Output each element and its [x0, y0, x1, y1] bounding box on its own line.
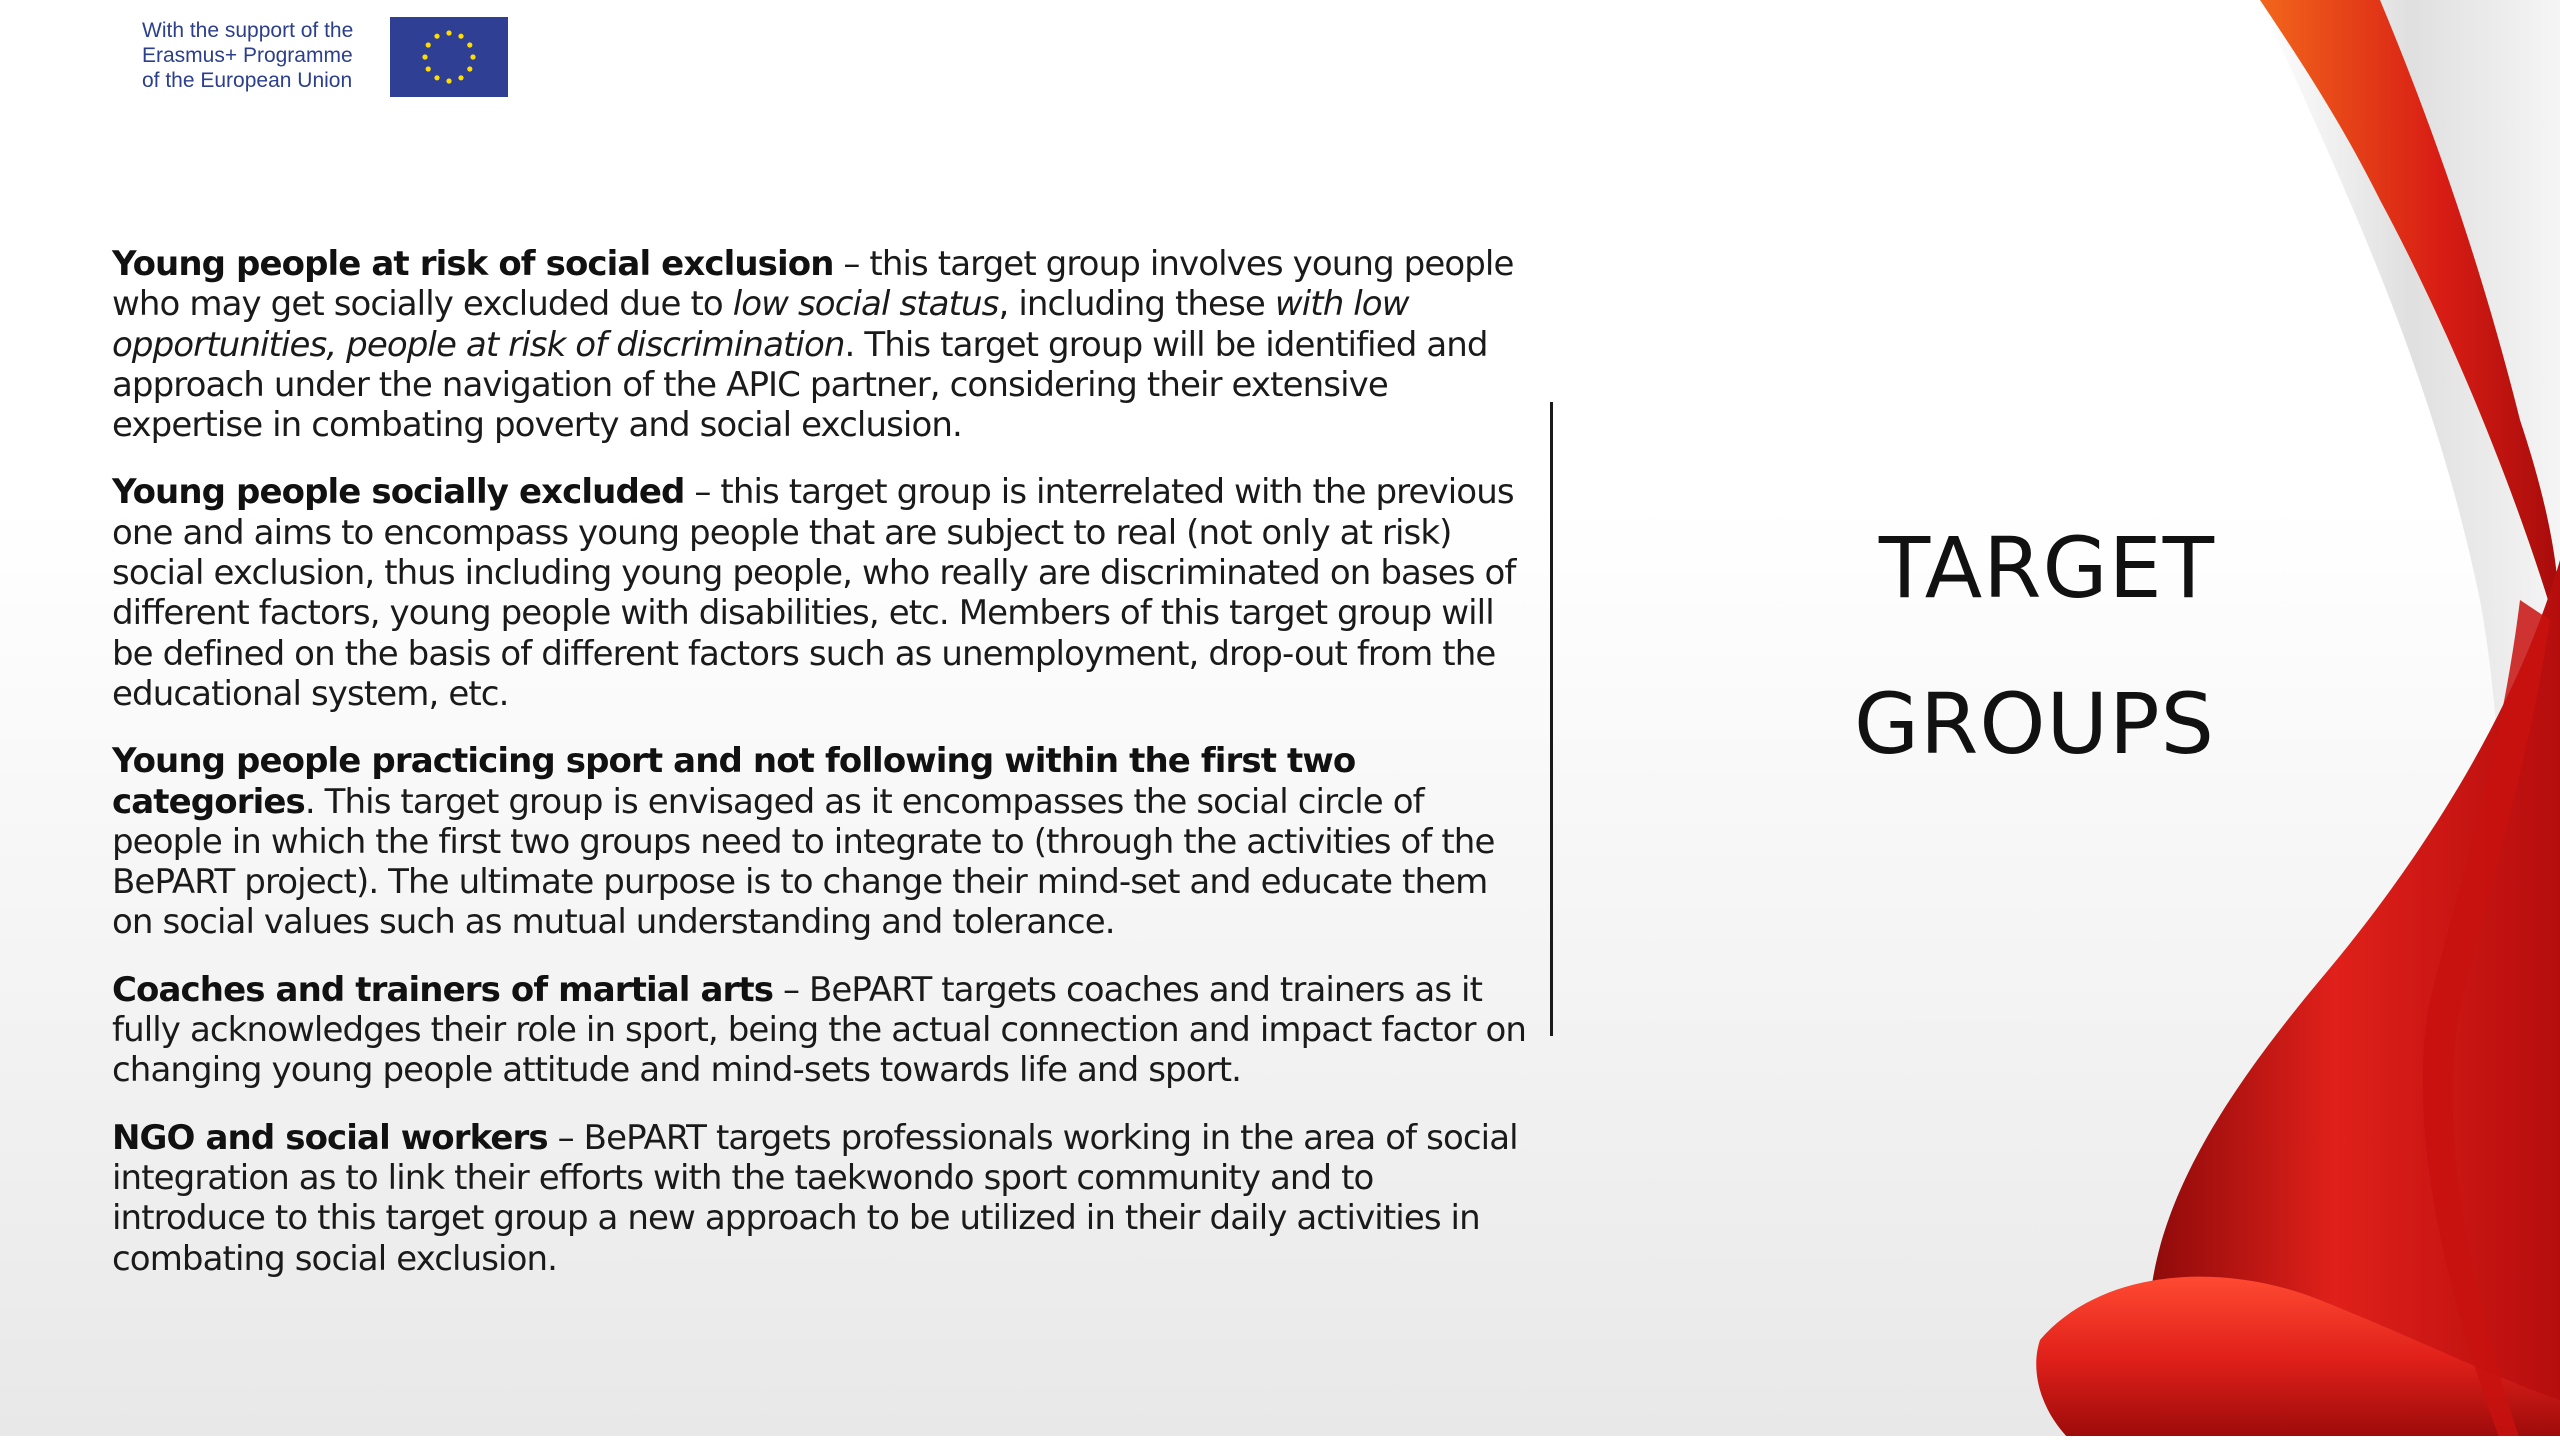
target-groups-content	[112, 244, 1532, 1306]
logo-line-2: Erasmus+ Programme	[142, 44, 353, 67]
paragraph-ngo-social-workers	[112, 1118, 1532, 1279]
paragraph-text: , including these	[998, 284, 1275, 325]
paragraph-heading: Young people practicing sport and not following within the first two categories	[112, 741, 1356, 822]
paragraph-socially-excluded	[112, 472, 1532, 714]
bottom-edge	[0, 1436, 2560, 1440]
erasmus-logo-text	[142, 18, 382, 93]
paragraph-risk-of-exclusion	[112, 244, 1532, 445]
paragraph-heading: Young people socially excluded	[112, 472, 685, 513]
vertical-divider	[1550, 402, 1553, 1036]
paragraph-text: – this target group is interrelated with the previous one and aims to encompass young people that are subject to real (not only at risk) social exclusion, thus including young people, who really are discriminated on bases of different factors, young people with disabilities, etc. Members of this target group will be defined on the basis of different factors such as unemployment, drop-out from the educational system, etc.	[112, 472, 1516, 714]
paragraph-text: – this target group involves young people who may get socially excluded due to	[112, 244, 1514, 325]
title-line-2: GROUPS	[1853, 675, 2215, 773]
paragraph-text: . This target group will be identified and approach under the navigation of the APIC partner, considering their extensive expertise in combating poverty and social exclusion.	[112, 324, 1488, 446]
slide-title	[1800, 490, 2215, 802]
paragraph-text: – BePART targets coaches and trainers as it fully acknowledges their role in sport, being the actual connection and impact factor on changing young people attitude and mind-sets towards life and sport.	[112, 969, 1527, 1091]
paragraph-italic-text: with low opportunities, people at risk of discrimination	[112, 284, 1409, 365]
paragraph-text: . This target group is envisaged as it encompasses the social circle of people in which the first two groups need to integrate to (through the activities of the BePART project). The ultimate purpose is to change their mind-set and educate them on social values such as mutual understanding and tolerance.	[112, 781, 1495, 943]
paragraph-practicing-sport	[112, 741, 1532, 942]
title-line-1: TARGET	[1878, 519, 2215, 617]
eu-flag-icon	[390, 17, 508, 97]
erasmus-logo	[142, 16, 508, 98]
logo-line-3: of the European Union	[142, 69, 353, 92]
paragraph-italic-text: low social status	[732, 284, 999, 325]
paragraph-text: – BePART targets professionals working in the area of social integration as to link their efforts with the taekwondo sport community and to introduce to this target group a new approach to be utilized in their daily activities in combating social exclusion.	[112, 1117, 1518, 1279]
paragraph-heading: NGO and social workers	[112, 1117, 548, 1158]
paragraph-heading: Coaches and trainers of martial arts	[112, 969, 774, 1010]
paragraph-coaches-trainers	[112, 970, 1532, 1091]
logo-line-1: With the support of the	[142, 19, 354, 42]
paragraph-heading: Young people at risk of social exclusion	[112, 244, 834, 284]
